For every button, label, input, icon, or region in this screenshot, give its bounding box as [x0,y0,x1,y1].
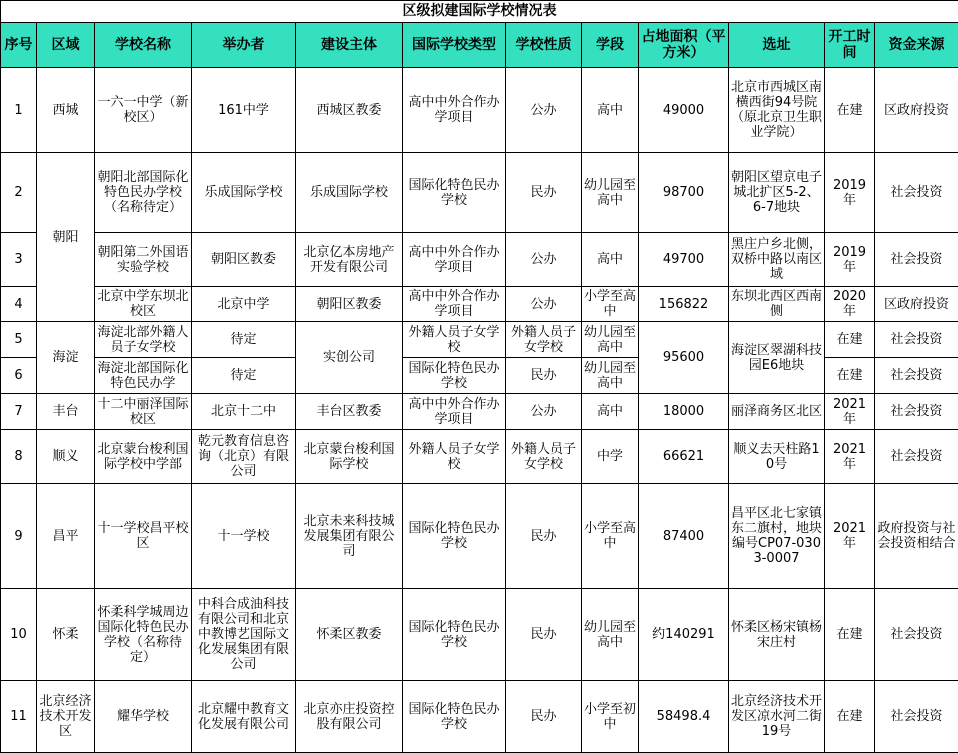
cell-nature: 公办 [506,287,582,322]
cell-type: 国际化特色民办学校 [403,153,506,233]
cell-sponsor: 待定 [192,358,296,394]
cell-school: 十一学校昌平校区 [95,484,192,589]
cell-stage: 幼儿园至高中 [582,589,639,681]
cell-site: 北京市西城区南横西街94号院（原北京卫生职业学院） [729,68,825,153]
cell-fund: 社会投资 [875,358,958,394]
cell-sponsor: 十一学校 [192,484,296,589]
cell-no: 2 [1,153,37,233]
cell-no: 10 [1,589,37,681]
cell-no: 1 [1,68,37,153]
cell-nature: 外籍人员子女学校 [506,430,582,484]
cell-district: 昌平 [37,484,95,589]
header-cell: 建设主体 [296,23,403,68]
cell-start: 2021年 [825,394,875,430]
cell-site: 顺义去天柱路10号 [729,430,825,484]
cell-fund: 区政府投资 [875,287,958,322]
cell-sponsor: 乾元教育信息咨询（北京）有限公司 [192,430,296,484]
cell-start: 在建 [825,681,875,753]
cell-builder: 北京蒙台梭利国际学校 [296,430,403,484]
cell-sponsor: 中科合成油科技有限公司和北京中教博艺国际文化发展集团有限公司 [192,589,296,681]
cell-sponsor: 朝阳区教委 [192,233,296,287]
cell-nature: 民办 [506,589,582,681]
cell-fund: 社会投资 [875,322,958,358]
cell-area: 49000 [639,68,729,153]
table-row [1,322,958,358]
cell-builder: 怀柔区教委 [296,589,403,681]
table-row [1,681,958,753]
cell-nature: 公办 [506,233,582,287]
header-cell: 国际学校类型 [403,23,506,68]
cell-sponsor: 北京耀中教育文化发展有限公司 [192,681,296,753]
cell-builder: 乐成国际学校 [296,153,403,233]
cell-school: 怀柔科学城周边国际化特色民办学校（名称待定） [95,589,192,681]
cell-type: 高中中外合作办学项目 [403,287,506,322]
cell-district: 西城 [37,68,95,153]
header-row [1,23,958,68]
cell-no: 5 [1,322,37,358]
cell-fund: 社会投资 [875,233,958,287]
table-row [1,430,958,484]
cell-school: 北京中学东坝北校区 [95,287,192,322]
cell-site: 朝阳区望京电子城北扩区5-2、6-7地块 [729,153,825,233]
cell-type: 外籍人员子女学校 [403,322,506,358]
cell-fund: 区政府投资 [875,68,958,153]
cell-type: 外籍人员子女学校 [403,430,506,484]
header-cell: 举办者 [192,23,296,68]
cell-start: 2019年 [825,153,875,233]
cell-no: 3 [1,233,37,287]
cell-site: 丽泽商务区北区 [729,394,825,430]
cell-school: 海淀北部国际化特色民办学 [95,358,192,394]
cell-start: 在建 [825,322,875,358]
cell-fund: 社会投资 [875,430,958,484]
cell-sponsor: 161中学 [192,68,296,153]
cell-nature: 民办 [506,681,582,753]
cell-no: 4 [1,287,37,322]
cell-no: 7 [1,394,37,430]
cell-sponsor: 乐成国际学校 [192,153,296,233]
cell-builder: 北京未来科技城发展集团有限公司 [296,484,403,589]
cell-builder: 北京亿本房地产开发有限公司 [296,233,403,287]
cell-area: 约140291 [639,589,729,681]
cell-stage: 高中 [582,233,639,287]
cell-stage: 高中 [582,394,639,430]
cell-no: 11 [1,681,37,753]
cell-type: 高中中外合作办学项目 [403,394,506,430]
cell-site: 怀柔区杨宋镇杨宋庄村 [729,589,825,681]
cell-school: 北京蒙台梭利国际学校中学部 [95,430,192,484]
cell-start: 2019年 [825,233,875,287]
cell-no: 8 [1,430,37,484]
cell-district: 朝阳 [37,153,95,322]
cell-stage: 小学至初中 [582,681,639,753]
cell-district: 怀柔 [37,589,95,681]
cell-no: 6 [1,358,37,394]
header-cell: 学段 [582,23,639,68]
cell-nature: 民办 [506,358,582,394]
header-cell: 占地面积（平方米） [639,23,729,68]
cell-sponsor: 北京十二中 [192,394,296,430]
cell-fund: 社会投资 [875,394,958,430]
cell-builder: 实创公司 [296,322,403,394]
header-cell: 开工时间 [825,23,875,68]
cell-no: 9 [1,484,37,589]
cell-site: 东坝北西区西南侧 [729,287,825,322]
cell-builder: 西城区教委 [296,68,403,153]
cell-area: 87400 [639,484,729,589]
cell-fund: 社会投资 [875,589,958,681]
cell-site: 昌平区北七家镇东二旗村，地块编号CP07-0303-0007 [729,484,825,589]
cell-start: 2021年 [825,430,875,484]
header-cell: 区域 [37,23,95,68]
cell-type: 国际化特色民办学校 [403,358,506,394]
cell-district: 北京经济技术开发区 [37,681,95,753]
cell-sponsor: 待定 [192,322,296,358]
table-row [1,589,958,681]
cell-stage: 幼儿园至高中 [582,153,639,233]
cell-site: 北京经济技术开发区凉水河二街19号 [729,681,825,753]
table-row [1,394,958,430]
cell-school: 十二中丽泽国际校区 [95,394,192,430]
title-row [1,1,958,23]
header-cell: 选址 [729,23,825,68]
cell-area: 66621 [639,430,729,484]
cell-nature: 公办 [506,68,582,153]
cell-site: 海淀区翠湖科技园E6地块 [729,322,825,394]
table-row [1,68,958,153]
cell-type: 国际化特色民办学校 [403,681,506,753]
cell-stage: 小学至高中 [582,484,639,589]
cell-area: 58498.4 [639,681,729,753]
cell-area: 49700 [639,233,729,287]
cell-nature: 公办 [506,394,582,430]
cell-start: 在建 [825,589,875,681]
cell-school: 朝阳北部国际化特色民办学校（名称待定） [95,153,192,233]
cell-type: 国际化特色民办学校 [403,589,506,681]
table-row [1,153,958,233]
cell-sponsor: 北京中学 [192,287,296,322]
cell-site: 黑庄户乡北侧，双桥中路以南区域 [729,233,825,287]
cell-school: 朝阳第二外国语实验学校 [95,233,192,287]
table-row [1,287,958,322]
cell-area: 98700 [639,153,729,233]
cell-district: 丰台 [37,394,95,430]
header-cell: 学校性质 [506,23,582,68]
cell-start: 在建 [825,358,875,394]
cell-nature: 外籍人员子女学校 [506,322,582,358]
cell-stage: 幼儿园至高中 [582,358,639,394]
cell-school: 一六一中学（新校区） [95,68,192,153]
cell-nature: 民办 [506,153,582,233]
cell-stage: 中学 [582,430,639,484]
cell-school: 海淀北部外籍人员子女学校 [95,322,192,358]
table-row [1,484,958,589]
header-cell: 序号 [1,23,37,68]
cell-builder: 北京亦庄投资控股有限公司 [296,681,403,753]
cell-district: 海淀 [37,322,95,394]
cell-district: 顺义 [37,430,95,484]
table-row [1,233,958,287]
cell-area: 95600 [639,322,729,394]
cell-stage: 幼儿园至高中 [582,322,639,358]
cell-start: 2021年 [825,484,875,589]
cell-area: 18000 [639,394,729,430]
table-title: 区级拟建国际学校情况表 [1,1,958,23]
cell-fund: 社会投资 [875,153,958,233]
cell-type: 高中中外合作办学项目 [403,233,506,287]
cell-stage: 小学至高中 [582,287,639,322]
cell-start: 2020年 [825,287,875,322]
cell-nature: 民办 [506,484,582,589]
cell-school: 耀华学校 [95,681,192,753]
cell-fund: 社会投资 [875,681,958,753]
header-cell: 资金来源 [875,23,958,68]
cell-builder: 丰台区教委 [296,394,403,430]
cell-start: 在建 [825,68,875,153]
cell-builder: 朝阳区教委 [296,287,403,322]
cell-stage: 高中 [582,68,639,153]
header-cell: 学校名称 [95,23,192,68]
cell-area: 156822 [639,287,729,322]
cell-type: 国际化特色民办学校 [403,484,506,589]
cell-fund: 政府投资与社会投资相结合 [875,484,958,589]
cell-type: 高中中外合作办学项目 [403,68,506,153]
